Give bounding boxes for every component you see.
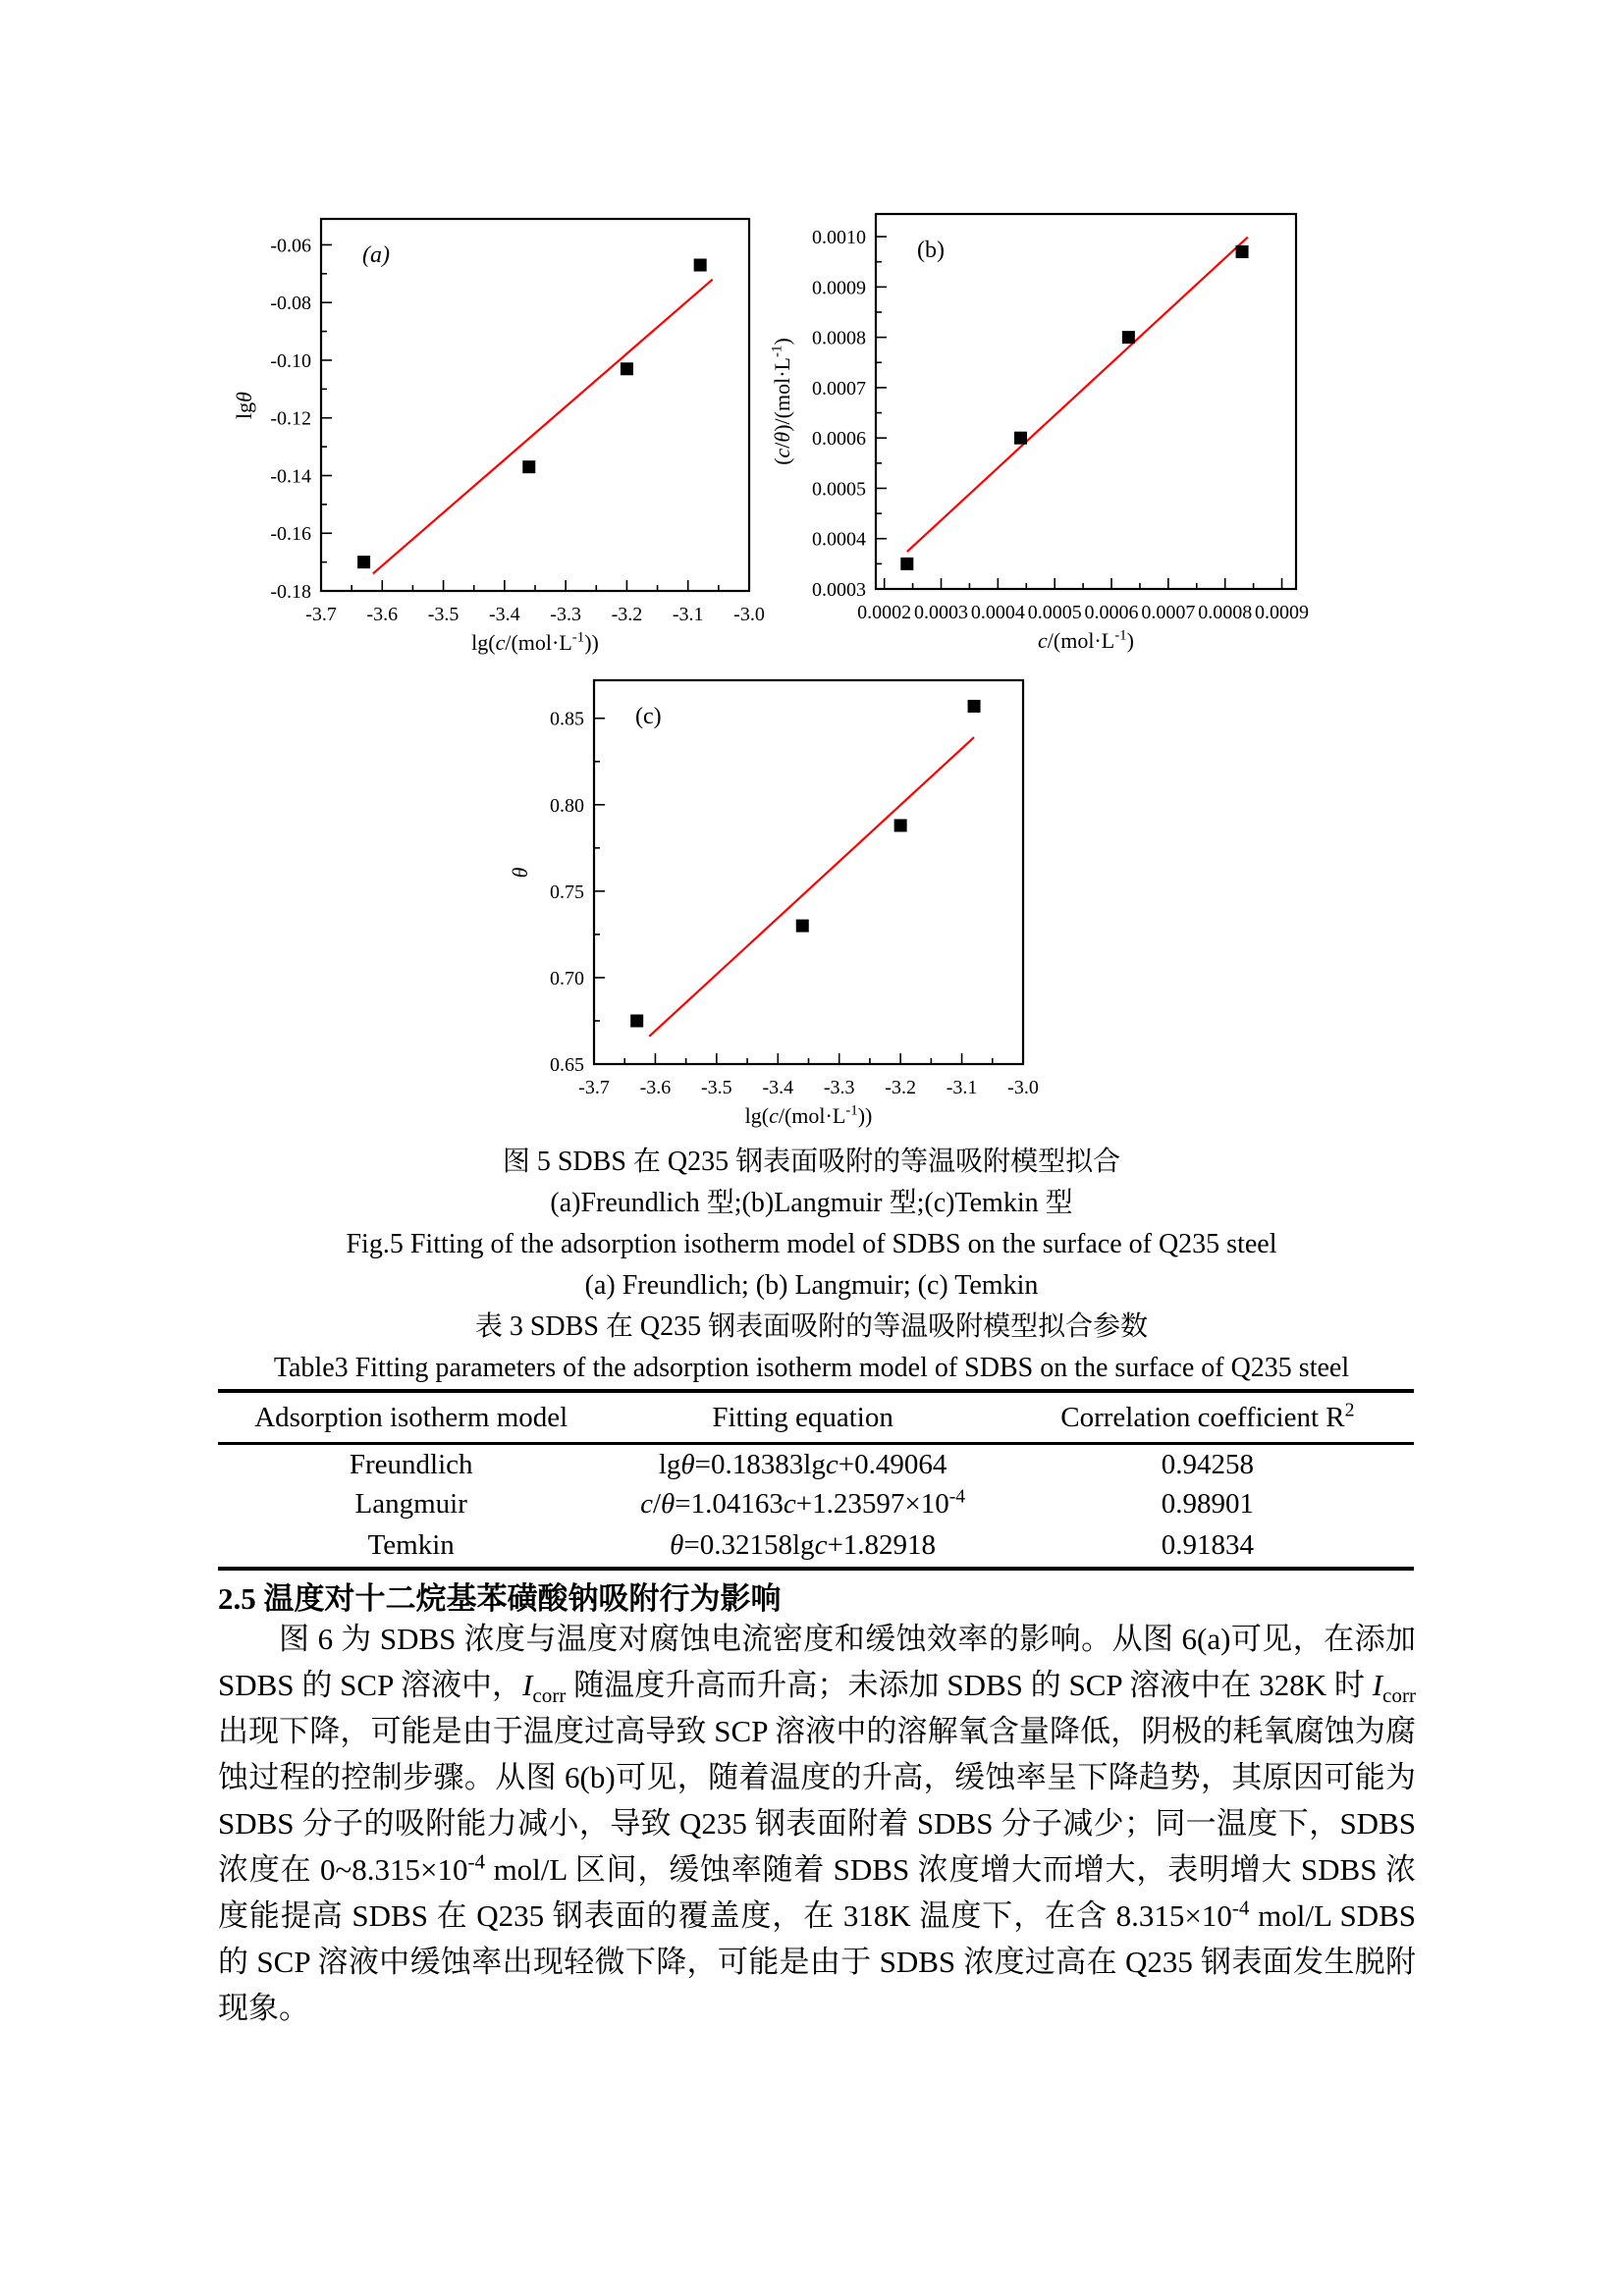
chart-temkin (491, 609, 1100, 1178)
x-tick-label: -3.7 (578, 1077, 610, 1098)
x-tick-label: 0.0004 (970, 602, 1025, 623)
section-heading: 2.5 温度对十二烷基苯磺酸钠吸附行为影响 (218, 1581, 782, 1616)
panel-label: (b) (917, 238, 945, 263)
x-tick-label: 0.0003 (914, 602, 969, 623)
y-tick-label: 0.85 (550, 708, 584, 730)
x-tick-label: -3.0 (1007, 1077, 1039, 1098)
data-point (694, 259, 707, 272)
x-axis-label: $\lg(c/(mol\cdot L^{-1}))$ (744, 1102, 873, 1128)
data-point (621, 362, 633, 375)
cell-equation: θ=0.32158lgc+1.82918 (604, 1523, 1001, 1569)
table3 (218, 1389, 1414, 1571)
data-point (1014, 432, 1027, 445)
cell-r2: 0.98901 (1161, 1487, 1255, 1520)
y-tick-label: 0.80 (550, 794, 584, 817)
figure5-caption-en: Fig.5 Fitting of the adsorption isotherm model of SDBS on the surface of Q235 steel (346, 1229, 1277, 1259)
y-tick-label: -0.16 (270, 523, 311, 546)
col-header-r2: Correlation coefficient $R^2$ (1001, 1391, 1414, 1444)
x-tick-label: -3.0 (733, 604, 765, 625)
panel-label: (a) (362, 242, 390, 268)
chart-svg (491, 609, 1100, 1178)
y-axis-label: $(c/\theta)/(mol\cdot L^{-1})$ (769, 338, 794, 465)
x-tick-label: -3.6 (366, 604, 399, 625)
x-tick-label: -3.4 (762, 1077, 794, 1098)
panel-label: (c) (635, 704, 662, 729)
y-tick-label: 0.0003 (812, 579, 866, 601)
x-tick-label: -3.4 (489, 604, 520, 625)
y-tick-label: -0.08 (270, 293, 311, 315)
y-tick-label: -0.06 (270, 235, 311, 257)
y-tick-label: 0.0005 (812, 478, 866, 501)
x-tick-label: 0.0006 (1084, 602, 1139, 623)
y-tick-label: -0.12 (270, 407, 311, 430)
data-point (1236, 245, 1249, 258)
x-tick-label: 0.0007 (1141, 602, 1196, 623)
cell-model: Freundlich (349, 1448, 473, 1480)
captions-block (0, 1142, 1623, 1389)
y-tick-label: -0.18 (270, 581, 311, 603)
plot-border (321, 219, 749, 591)
x-tick-label: 0.0005 (1027, 602, 1082, 623)
table3-caption-en: Table3 Fitting parameters of the adsorption isotherm model of SDBS on the surface of Q235 steel (273, 1353, 1350, 1383)
y-tick-label: 0.0009 (812, 277, 866, 299)
y-axis-label: lgθ (232, 391, 256, 419)
y-tick-label: 0.70 (550, 967, 584, 989)
fit-line (373, 280, 713, 574)
x-axis-label: $c/(mol\cdot L^{-1})$ (1038, 627, 1134, 653)
data-point (900, 558, 913, 570)
cell-r2: 0.91834 (1001, 1523, 1414, 1569)
y-tick-label: 0.0008 (812, 327, 866, 349)
data-point (796, 920, 809, 933)
x-tick-label: -3.3 (823, 1077, 855, 1098)
x-tick-label: -3.5 (427, 604, 460, 625)
cell-equation: lgθ=0.18383lgc+0.49064 (658, 1448, 947, 1480)
data-point (968, 700, 981, 713)
data-point (630, 1014, 643, 1027)
x-tick-label: 0.0008 (1198, 602, 1253, 623)
data-point (1122, 331, 1135, 344)
fit-line (649, 737, 974, 1037)
y-tick-label: 0.0010 (812, 227, 866, 249)
y-tick-label: -0.10 (270, 349, 311, 372)
data-point (522, 460, 535, 473)
x-tick-label: -3.3 (550, 604, 581, 625)
cell-model: Temkin (218, 1523, 604, 1569)
y-tick-label: 0.0006 (812, 428, 866, 451)
col-header-equation: Fitting equation (604, 1391, 1001, 1444)
x-tick-label: -3.2 (611, 604, 643, 625)
table-row (218, 1523, 1414, 1569)
table-row (218, 1484, 1414, 1523)
x-tick-label: -3.2 (885, 1077, 916, 1098)
col-header-model: Adsorption isotherm model (218, 1391, 604, 1444)
cell-r2: 0.94258 (1161, 1448, 1255, 1480)
data-point (894, 819, 907, 831)
x-tick-label: -3.5 (701, 1077, 732, 1098)
x-tick-label: 0.0009 (1255, 602, 1310, 623)
y-tick-label: 0.0004 (812, 528, 866, 551)
y-axis-label: θ (508, 867, 532, 878)
y-tick-label: 0.65 (550, 1054, 584, 1076)
table3-caption-cn: 表 3 SDBS 在 Q235 钢表面吸附的等温吸附模型拟合参数 (474, 1311, 1149, 1342)
cell-equation: $c/\theta=1.04163c+1.23597\times 10^{-4}$ (640, 1484, 966, 1520)
y-tick-label: 0.75 (550, 881, 584, 903)
y-tick-label: -0.14 (270, 465, 311, 488)
x-tick-label: -3.1 (946, 1077, 978, 1098)
figure5-caption-cn: 图 5 SDBS 在 Q235 钢表面吸附的等温吸附模型拟合 (502, 1147, 1121, 1177)
x-axis-label: $\lg(c/(mol\cdot L^{-1}))$ (471, 629, 599, 655)
figure5-caption-cn-sub: (a)Freundlich 型;(b)Langmuir 型;(c)Temkin 型 (550, 1188, 1073, 1218)
x-tick-label: 0.0002 (857, 602, 912, 623)
plot-border (594, 680, 1023, 1064)
x-tick-label: -3.7 (305, 604, 337, 625)
fit-line (907, 238, 1248, 552)
x-tick-label: -3.6 (639, 1077, 672, 1098)
y-tick-label: 0.0007 (812, 377, 866, 400)
data-point (357, 556, 370, 568)
cell-model: Langmuir (354, 1487, 467, 1520)
plot-border (876, 214, 1296, 589)
x-tick-label: -3.1 (672, 604, 704, 625)
table-header-row (218, 1391, 1414, 1444)
table-row (218, 1444, 1414, 1485)
body-paragraph: 图 6 为 SDBS 浓度与温度对腐蚀电流密度和缓蚀效率的影响。从图 6(a)可见，在添加 SDBS 的 SCP 溶液中，$I_{corr}$ 随温度升高而升高；未添加 SDBS 的 SCP 溶液中在 328K 时 $I_{corr}$ 出现下降，可能是由于温度过高导致 SCP 溶液中的溶解氧含量降低，阴极的耗氧腐蚀为腐蚀过程的控制步骤。从图 6(b)可见，随着温度的升高，缓蚀率呈下降趋势，其原因可能为 SDBS 分子的吸附能力减小，导致 Q235 钢表面附着 SDBS 分子减少；同一温度下，SDBS 浓度在 $0\sim 8.315\times 10^{-4}$ mol/L 区间，缓蚀率随着 SDBS 浓度增大而增大，表明增大 SDBS 浓度能提高 SDBS 在 Q235 钢表面的覆盖度，在 318K 温度下，在含 $8.315\times 10^{-4}$ mol/L SDBS 的 SCP 溶液中缓蚀率出现轻微下降，可能是由于 SDBS 浓度过高在 Q235 钢表面发生脱附现象。 (218, 1622, 1416, 2025)
figure5-caption-en-sub: (a) Freundlich; (b) Langmuir; (c) Temkin (584, 1270, 1039, 1301)
